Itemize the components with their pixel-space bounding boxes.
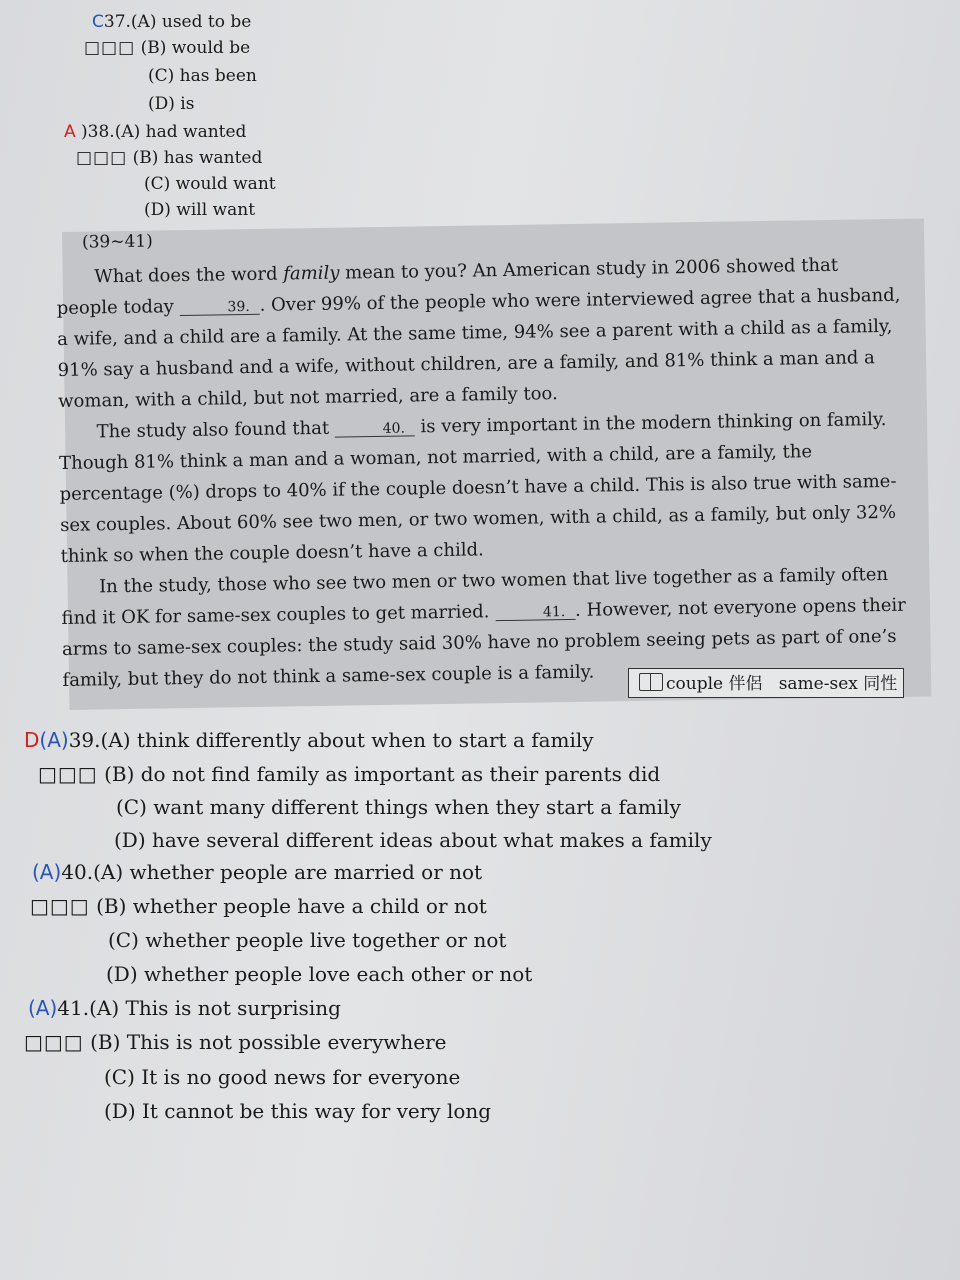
q41-number: 41. (57, 996, 90, 1020)
q37-option-d: (D) is (148, 94, 195, 114)
q37-boxes: □□□ (84, 38, 136, 58)
passage-range: (39~41) (81, 231, 153, 253)
q40-number: 40. (61, 860, 94, 884)
blank-39: 39. (180, 300, 260, 316)
p1-italic-word: family (283, 262, 340, 285)
q37-number: 37. (103, 12, 131, 32)
q41-line-a (28, 996, 341, 1020)
p3-text-a: In the study, those who see two men or two women that live together as a family often find it OK for same-sex couples to get married. (61, 563, 889, 629)
q38-option-d: (D) will want (144, 200, 256, 220)
q37-option-b: (B) would be (140, 38, 251, 58)
blank-40: 40. (335, 421, 415, 437)
vocabulary-gloss (628, 668, 904, 698)
q38-option-b: (B) has wanted (132, 148, 263, 168)
q41-option-b: (B) This is not possible everywhere (90, 1030, 447, 1054)
p1-text-c: . Over 99% of the people who were interviewed agree that a husband, a wife, and a child are a family. At the same time, 94% see a parent with a child as a family, 91% say a husband and a wife, without children, are a family, and 81% think a man and a woman, with a child, but not married, are a family too. (57, 284, 901, 412)
q37-option-a: (A) used to be (130, 12, 252, 32)
passage-paragraph-2 (58, 404, 906, 572)
q38-number: )38. (81, 122, 115, 142)
q41-boxes: □□□ (24, 1030, 84, 1054)
q37-line-b (84, 38, 250, 58)
q39-option-b: (B) do not find family as important as their parents did (104, 762, 661, 786)
q40-option-a: (A) whether people are married or not (93, 860, 483, 884)
q39-option-a: (A) think differently about when to start a family (100, 728, 594, 752)
q41-option-c: (C) It is no good news for everyone (104, 1065, 461, 1089)
q38-boxes: □□□ (76, 148, 128, 168)
p2-text-a: The study also found that (96, 417, 330, 443)
q39-option-d: (D) have several different ideas about what makes a family (114, 828, 712, 852)
q38-answer-mark: A (64, 122, 76, 142)
q41-line-b (24, 1030, 447, 1054)
q39-answer-mark: (A) (39, 728, 69, 752)
q37-answer-mark: C (92, 12, 104, 32)
q37-line-a (92, 12, 251, 32)
q40-line-b (30, 894, 487, 918)
p1-text-b: mean to you? An American study in 2006 showed that people today (56, 254, 839, 319)
q39-number: 39. (68, 728, 101, 752)
q39-line-b (38, 762, 660, 786)
q39-line-a (24, 728, 594, 752)
q41-option-d: (D) It cannot be this way for very long (104, 1099, 492, 1123)
q40-option-b: (B) whether people have a child or not (96, 894, 487, 918)
p1-text-a: What does the word (94, 263, 284, 288)
p3-text-b: . However, not everyone opens their arms to same-sex couples: the study said 30% have no problem seeing pets as part of one’s family, but they do not think a same-sex couple is a family. (61, 594, 907, 691)
q40-boxes: □□□ (30, 894, 90, 918)
book-icon (639, 673, 663, 691)
q40-line-a (32, 860, 482, 884)
q38-line-a (64, 122, 246, 142)
q41-option-a: (A) This is not surprising (89, 996, 341, 1020)
passage-body (56, 249, 909, 696)
q40-option-c: (C) whether people live together or not (108, 928, 507, 952)
q38-option-a: (A) had wanted (114, 122, 247, 142)
q39-option-c: (C) want many different things when they start a family (116, 795, 681, 819)
p2-text-b: is very important in the modern thinking on family. Though 81% think a man and a woman, not married, with a child, are a family, the percentage (%) drops to 40% if the couple doesn’t have a child. This is also true with same-sex couples. About 60% see two men, or two women, with a child, as a family, but only 32% think so when the couple doesn’t have a child. (59, 408, 897, 567)
q37-option-c: (C) has been (148, 66, 257, 86)
q41-answer-mark: (A) (28, 996, 58, 1020)
q38-option-c: (C) would want (144, 174, 276, 194)
q40-option-d: (D) whether people love each other or not (106, 962, 533, 986)
q39-boxes: □□□ (38, 762, 98, 786)
passage-paragraph-1 (56, 249, 904, 417)
q38-line-b (76, 148, 262, 168)
blank-41: 41. (495, 605, 575, 621)
gloss-text: couple 伴侶 same-sex 同性 (666, 674, 898, 694)
q39-red-mark: D (24, 728, 40, 752)
q40-answer-mark: (A) (32, 860, 62, 884)
